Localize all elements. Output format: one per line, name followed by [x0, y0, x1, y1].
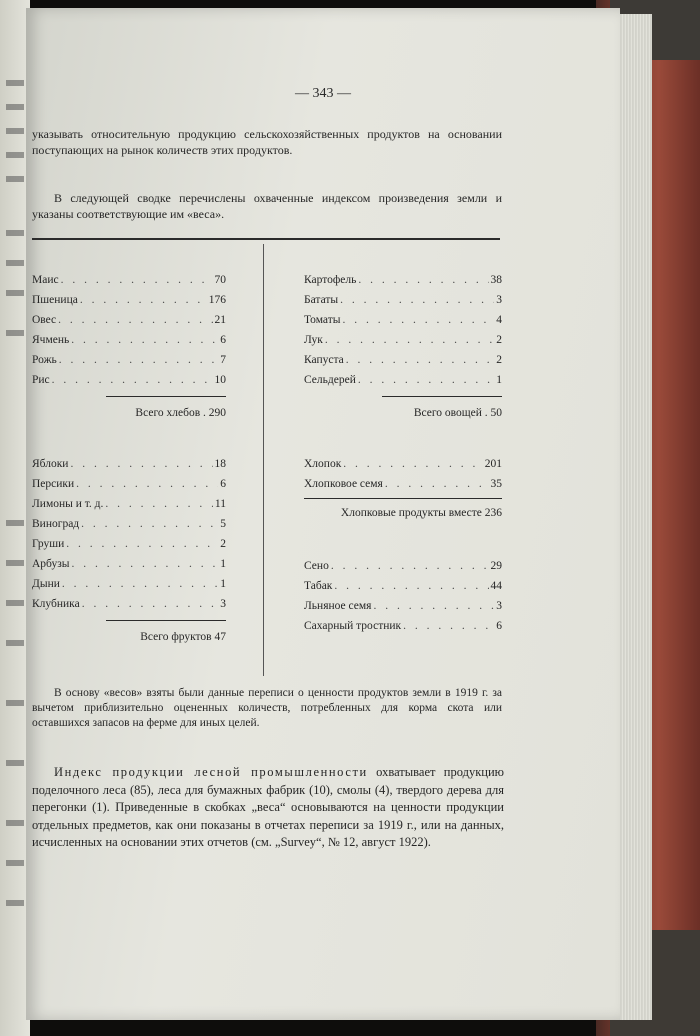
list-item: Картофель . . . 38 [304, 274, 502, 290]
page-number: — 343 — [295, 86, 351, 101]
list-item: Рожь . . . 7 [32, 354, 226, 370]
list-item: Хлопок . . . 201 [304, 458, 502, 474]
list-item: Пшеница . . . 176 [32, 294, 226, 310]
list-item: Ячмень . . . 6 [32, 334, 226, 350]
list-item: Овес . . . 21 [32, 314, 226, 330]
list-item: Арбузы . . . 1 [32, 558, 226, 574]
list-item: Клубника . . . 3 [32, 598, 226, 614]
table-top-rule [32, 238, 500, 240]
forestry-text: охватывает продукцию поделочного леса (85), леса для бумажных фабрик (10), смолы (4), твердого дерева для перегонки (1). Приведенные в скобках „веса“ основываются на ценности продукции отдельных предметов, как они показаны в отчетах переписи за 1919 г., или на данных, исчисленных на основании этих отчетов (см. „Survey“, № 12, август 1922). [32, 765, 505, 849]
list-item: Яблоки . . . 18 [32, 458, 226, 474]
table-column-divider [263, 244, 264, 676]
basis-note: В основу «весов» взяты были данные переписи о ценности продуктов земли в 1919 г. за вычетом приблизительно оцененных количеств, потребленных для корма скота или оставшихся запасов на ферме для иных целей. [32, 687, 502, 729]
list-item: Виноград . . . 5 [32, 518, 226, 534]
list-item: Дыни . . . 1 [32, 578, 226, 594]
list-item: Табак . . . 44 [304, 580, 502, 596]
list-item: Томаты . . . 4 [304, 314, 502, 330]
vegetables-total-rule [382, 396, 502, 397]
cotton-total: Хлопковые продукты вместе 236 [340, 507, 502, 519]
list-item: Маис . . . 70 [32, 274, 226, 290]
list-item: Капуста . . . 2 [304, 354, 502, 370]
list-item: Сельдерей . . . 1 [304, 374, 502, 390]
list-item: Персики . . . 6 [32, 478, 226, 494]
intro-paragraph: указывать относительную продукцию сельскохозяйственных продуктов на основании поступающих на рынок количеств этих продуктов. [32, 127, 502, 157]
list-item: Лук . . . 2 [304, 334, 502, 350]
grains-total: Всего хлебов . 290 [135, 407, 226, 419]
list-item: Груши . . . 2 [32, 538, 226, 554]
list-item: Сено . . . 29 [304, 560, 502, 576]
book-page [26, 8, 620, 1020]
cotton-total-rule [304, 498, 502, 499]
forestry-heading: Индекс продукции лесной промышленности [54, 765, 368, 779]
list-item: Бататы . . . 3 [304, 294, 502, 310]
list-item: Сахарный тростник . . . 6 [304, 620, 502, 636]
forestry-paragraph [32, 764, 504, 852]
summary-note: В следующей сводке перечислены охваченные индексом произведения земли и указаны соответствующие им «веса». [32, 191, 502, 221]
list-item: Лимоны и т. д. . . . 11 [32, 498, 226, 514]
list-item: Рис . . . 10 [32, 374, 226, 390]
list-item: Льняное семя . . . 3 [304, 600, 502, 616]
grains-total-rule [106, 396, 226, 397]
fruits-total-rule [106, 620, 226, 621]
vegetables-total: Всего овощей . 50 [413, 407, 502, 419]
list-item: Хлопковое семя . . . 35 [304, 478, 502, 494]
fruits-total: Всего фруктов 47 [140, 631, 226, 643]
